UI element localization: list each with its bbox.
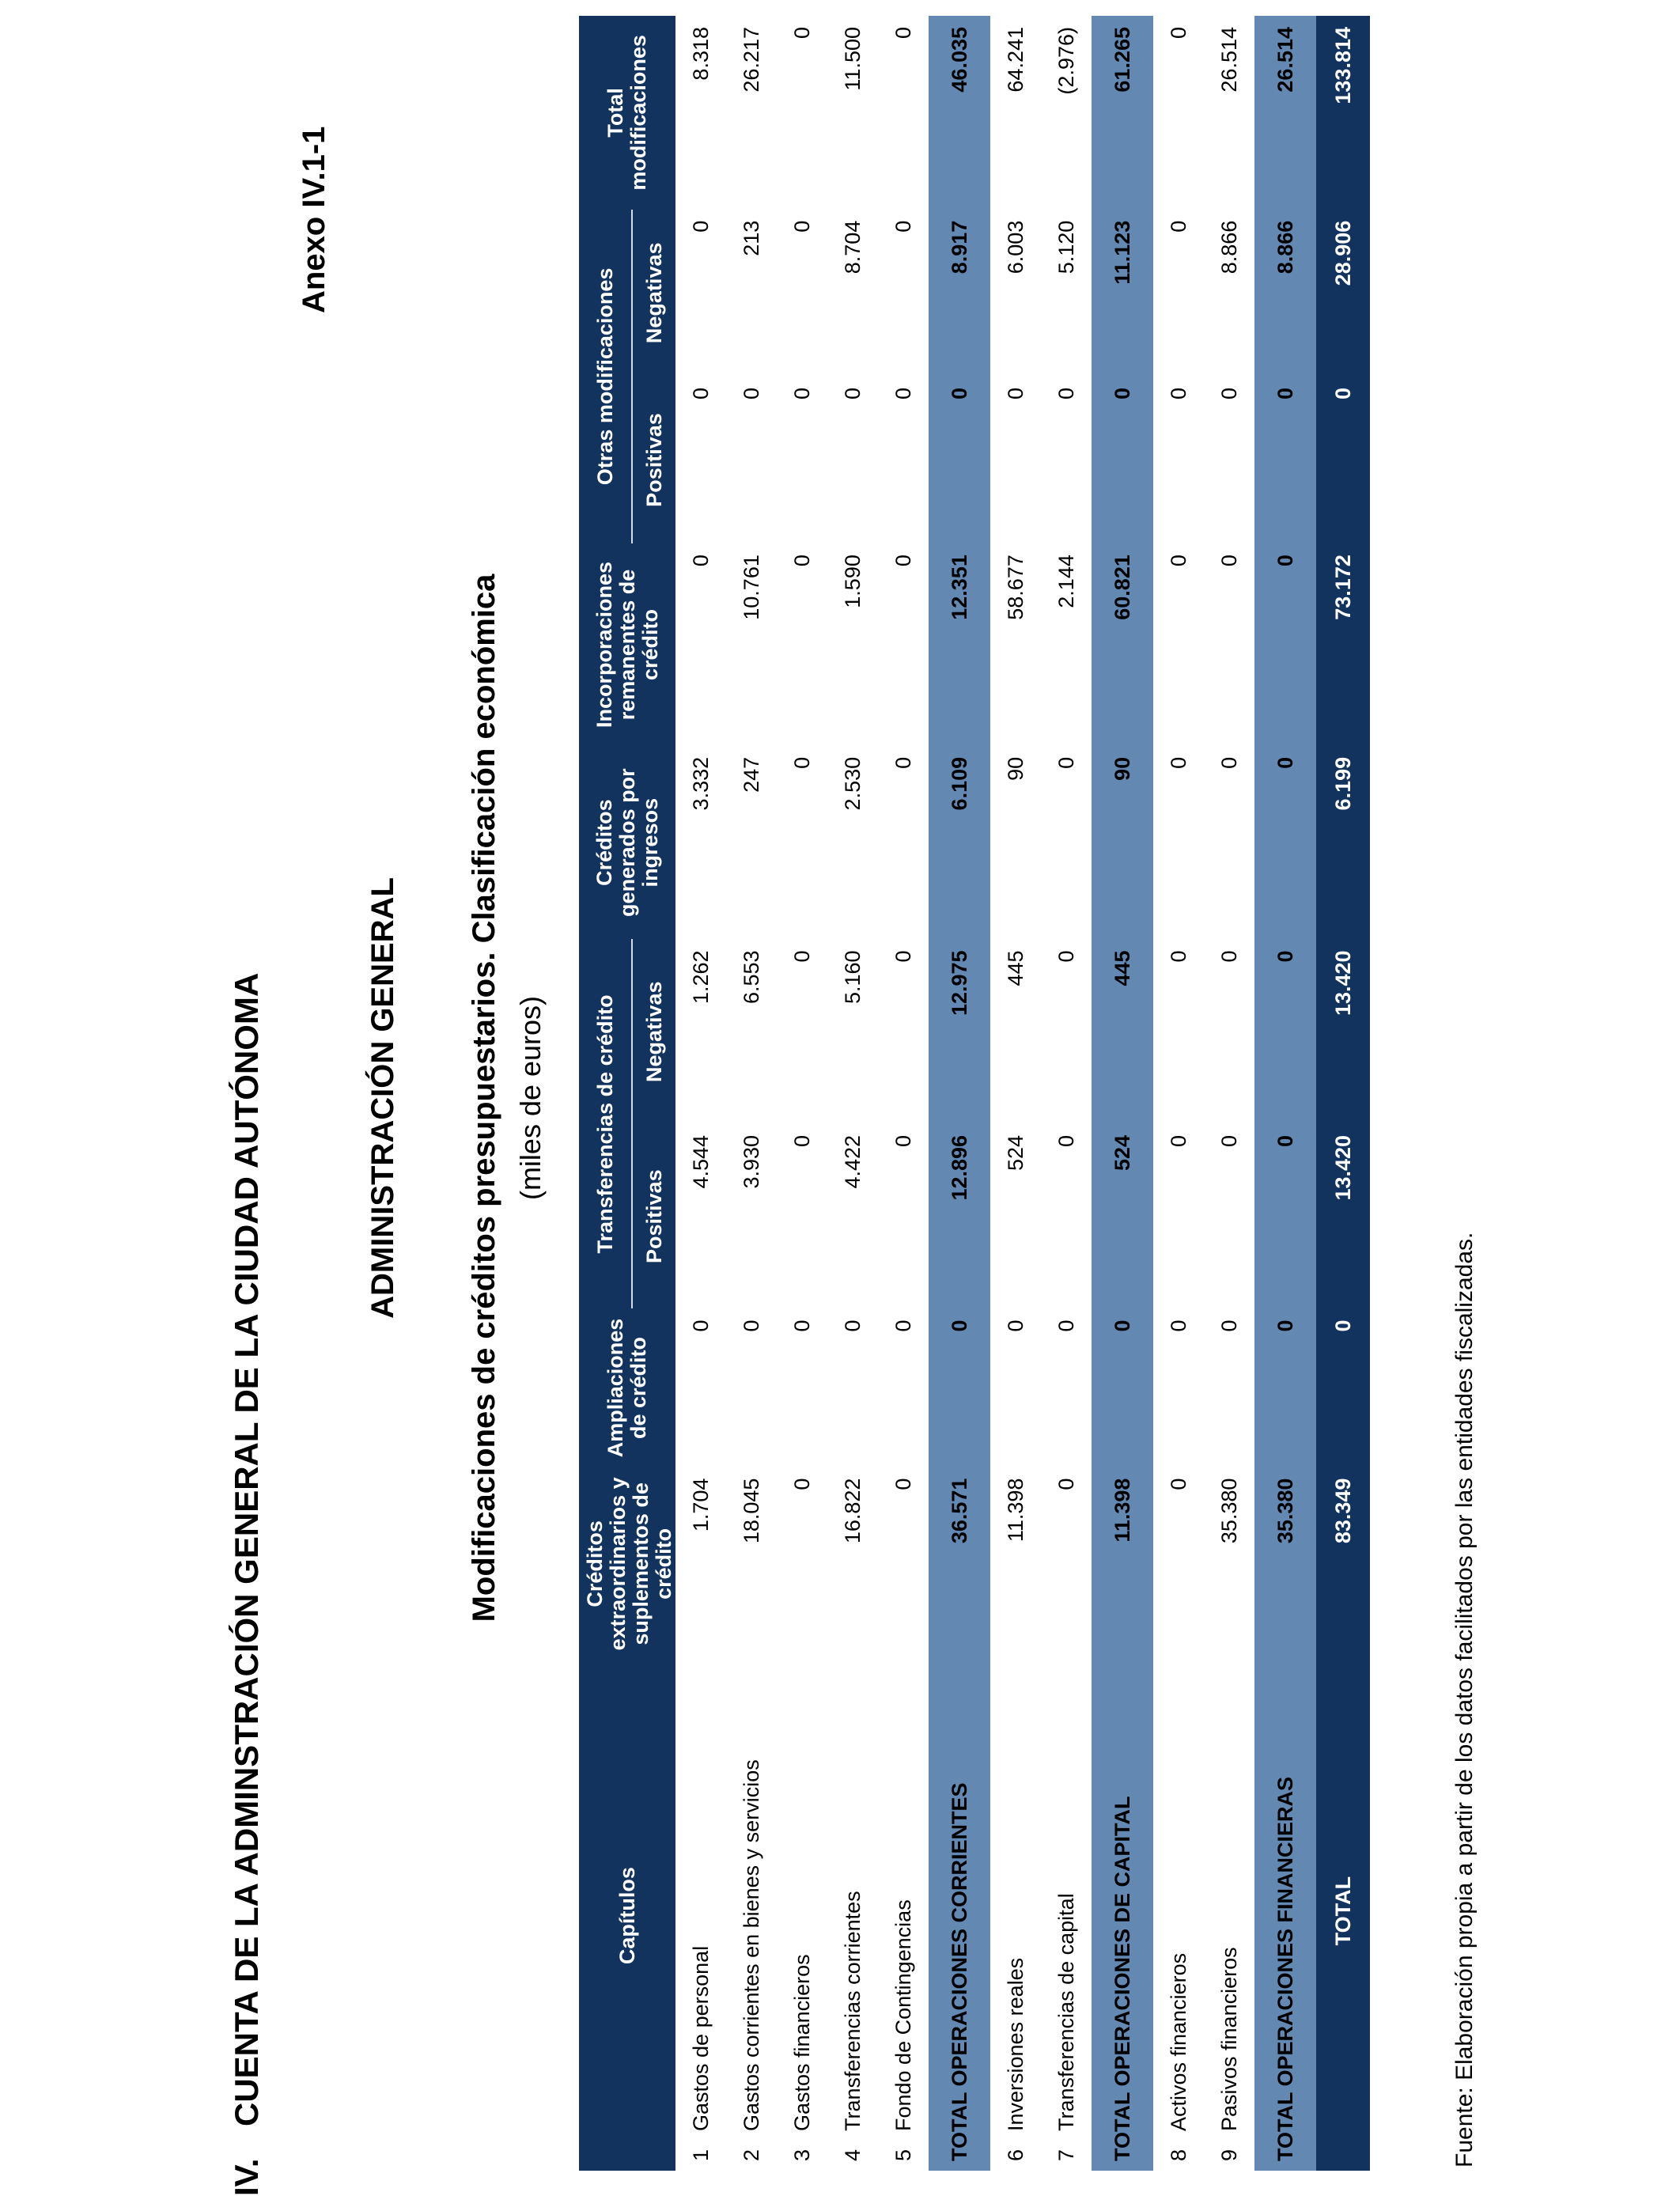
cell-value: 4.422 [840,1134,865,1189]
chapter-number: 2 [739,2149,763,2161]
chapter-label: Gastos corrientes en bienes y servicios [739,1759,763,2131]
cell-value: 8.866 [1216,220,1241,274]
chapter-label: Fondo de Contingencias [891,1899,915,2131]
chapter-label: TOTAL OPERACIONES DE CAPITAL [1110,1796,1134,2161]
cell-value: 0 [688,387,713,399]
cell-value: 0 [1166,220,1190,233]
cell-value: 0 [1054,950,1078,963]
cell-value: 90 [1003,756,1027,781]
chapter-number: 9 [1216,2149,1241,2161]
cell-value: 0 [1054,1319,1078,1332]
cell-value: 524 [1092,1124,1153,1308]
cell-value: 1.262 [688,950,713,1005]
cell-value: 0 [1254,939,1316,1124]
header-incorporaciones: Incorporaciones remanentes de crédito [579,543,675,746]
chapter-number: 5 [891,2149,915,2161]
cell-value: 0 [1254,543,1316,746]
cell-value: 0 [891,1134,915,1147]
header-capitulos: Capítulos [579,1660,675,2171]
cell-value: 1.704 [688,1478,713,1532]
row-label [1041,1660,1092,2171]
cell-value: 1.590 [840,555,865,608]
cell-value: 8.917 [929,210,990,377]
cell-value: 0 [1166,950,1190,963]
cell-value: 445 [1092,939,1153,1124]
chapter-number: 4 [840,2149,865,2161]
entity-title: ADMINISTRACIÓN GENERAL [365,877,400,1319]
chapter-label: Gastos de personal [688,1945,713,2131]
cell-value: 8.866 [1254,210,1316,377]
cell-value: 0 [1166,756,1190,769]
cell-value: 0 [891,950,915,963]
cell-value: 0 [891,1478,915,1490]
row-label [878,1660,929,2171]
chapter-label: Transferencias de capital [1054,1893,1078,2131]
cell-value: 8.704 [840,220,865,274]
cell-value: 0 [1216,950,1241,963]
cell-value: 6.553 [739,950,763,1005]
units-label: (miles de euros) [514,995,547,1201]
cell-value: 0 [891,555,915,567]
cell-value: 11.500 [840,27,865,91]
cell-value: 64.241 [1003,27,1027,93]
cell-value: 5.120 [1054,220,1078,274]
cell-value: 0 [688,220,713,233]
table-row [1153,16,1204,2171]
cell-value: 0 [1254,1308,1316,1467]
row-label [1254,1660,1316,2171]
section-number: IV. [228,2158,265,2196]
table-row [1204,16,1254,2171]
cell-value: 3.930 [739,1134,763,1189]
chapter-label: TOTAL [1330,1876,1355,1946]
cell-value: 5.160 [840,950,865,1005]
table-row [1041,16,1092,2171]
cell-value: 0 [1092,377,1153,543]
table-row [990,16,1041,2171]
cell-value: 0 [789,1134,814,1147]
cell-value: 12.351 [929,543,990,746]
cell-value: 35.380 [1254,1467,1316,1661]
cell-value: 2.530 [840,756,865,811]
cell-value: 0 [1316,1308,1370,1467]
cell-value: 0 [789,555,814,567]
cell-value: 0 [1316,377,1370,543]
cell-value: 0 [891,756,915,769]
modifications-table [579,16,1370,2171]
cell-value: 0 [1254,746,1316,940]
section-heading [228,973,266,2196]
cell-value: 213 [739,220,763,256]
cell-value: 0 [789,220,814,233]
cell-value: 0 [1216,1319,1241,1332]
row-label [1153,1660,1204,2171]
cell-value: 26.217 [739,27,763,93]
cell-value: 0 [891,220,915,233]
header-ampliaciones: Ampliaciones de crédito [579,1308,675,1467]
row-label [1204,1660,1254,2171]
cell-value: 0 [1216,387,1241,399]
cell-value: 0 [1054,387,1078,399]
cell-value: 0 [789,27,814,40]
cell-value: 11.123 [1092,210,1153,377]
row-label [929,1660,990,2171]
cell-value: 0 [1054,756,1078,769]
cell-value: 0 [739,1319,763,1332]
row-label [990,1660,1041,2171]
cell-value: 26.514 [1216,27,1241,93]
cell-value: 0 [891,387,915,399]
cell-value: 445 [1003,950,1027,986]
cell-value: 0 [789,756,814,769]
cell-value: 12.975 [929,939,990,1124]
cell-value: 6.199 [1316,746,1370,940]
chapter-label: Pasivos financieros [1216,1947,1241,2131]
chapter-label: Transferencias corrientes [840,1891,865,2131]
header-transferencias-negativas: Negativas [632,939,675,1124]
cell-value: 0 [840,1319,865,1332]
row-label [777,1660,827,2171]
cell-value: 4.544 [688,1134,713,1189]
cell-value: 90 [1092,746,1153,940]
chapter-label: Gastos financieros [789,1954,814,2131]
cell-value: 16.822 [840,1478,865,1544]
cell-value: 58.677 [1003,555,1027,620]
annex-label: Anexo IV.1-1 [297,126,331,313]
cell-value: 28.906 [1316,210,1370,377]
cell-value: 0 [1092,1308,1153,1467]
table-row [827,16,878,2171]
chapter-label: TOTAL OPERACIONES CORRIENTES [947,1782,971,2161]
header-otras-negativas: Negativas [632,210,675,377]
cell-value: 83.349 [1316,1467,1370,1661]
header-creditos-generados: Créditos generados por ingresos [579,746,675,940]
cell-value: (2.976) [1054,27,1078,95]
cell-value: 61.265 [1092,16,1153,210]
cell-value: 0 [840,387,865,399]
cell-value: 133.814 [1316,16,1370,210]
row-label [827,1660,878,2171]
cell-value: 0 [789,950,814,963]
header-transferencias-positivas: Positivas [632,1124,675,1308]
table-row [726,16,777,2171]
cell-value: 0 [1166,555,1190,567]
cell-value: 26.514 [1254,16,1316,210]
chapter-number: 7 [1054,2149,1078,2161]
table-row [675,16,726,2171]
cell-value: 6.109 [929,746,990,940]
source-note: Fuente: Elaboración propia a partir de los datos facilitados por las entidades fiscalizadas. [1451,1232,1478,2168]
row-label [1316,1660,1370,2171]
cell-value: 0 [789,387,814,399]
cell-value: 11.398 [1003,1478,1027,1543]
cell-value: 0 [929,377,990,543]
cell-value: 0 [1216,756,1241,769]
cell-value: 0 [688,555,713,567]
table-row [878,16,929,2171]
cell-value: 11.398 [1092,1467,1153,1661]
cell-value: 46.035 [929,16,990,210]
subtotal-row [1254,16,1316,2171]
cell-value: 0 [1166,1319,1190,1332]
header-otras-positivas: Positivas [632,377,675,543]
cell-value: 0 [1166,387,1190,399]
cell-value: 0 [1166,1478,1190,1490]
table-row [777,16,827,2171]
cell-value: 0 [1054,1134,1078,1147]
cell-value: 6.003 [1003,220,1027,274]
chapter-label: Activos financieros [1166,1952,1190,2131]
cell-value: 13.420 [1316,1124,1370,1308]
row-label [726,1660,777,2171]
cell-value: 0 [1254,377,1316,543]
cell-value: 0 [1003,1319,1027,1332]
cell-value: 36.571 [929,1467,990,1661]
table-body [675,16,1370,2171]
cell-value: 0 [929,1308,990,1467]
row-label [675,1660,726,2171]
cell-value: 0 [789,1319,814,1332]
chapter-number: 1 [688,2149,713,2161]
cell-value: 18.045 [739,1478,763,1544]
cell-value: 0 [1254,1124,1316,1308]
table-title: Modificaciones de créditos presupuestarios. Clasificación económica [467,574,501,1622]
cell-value: 3.332 [688,756,713,811]
grand-total-row [1316,16,1370,2171]
subtotal-row [1092,16,1153,2171]
row-label [1092,1660,1153,2171]
chapter-label: TOTAL OPERACIONES FINANCIERAS [1273,1776,1297,2161]
cell-value: 13.420 [1316,939,1370,1124]
cell-value: 0 [688,1319,713,1332]
header-creditos-extraordinarios: Créditos extraordinarios y suplementos de crédito [579,1467,675,1661]
chapter-number: 6 [1003,2149,1027,2161]
cell-value: 0 [1216,1134,1241,1147]
cell-value: 35.380 [1216,1478,1241,1544]
cell-value: 73.172 [1316,543,1370,746]
chapter-number: 8 [1166,2149,1190,2161]
chapter-number: 3 [789,2149,814,2161]
cell-value: 0 [891,1319,915,1332]
cell-value: 0 [1003,387,1027,399]
cell-value: 0 [1166,1134,1190,1147]
header-otras-modificaciones: Otras modificaciones [579,210,632,543]
cell-value: 247 [739,756,763,793]
section-title: CUENTA DE LA ADMINSTRACIÓN GENERAL DE LA CIUDAD AUTÓNOMA [228,972,265,2126]
cell-value: 10.761 [739,555,763,620]
cell-value: 60.821 [1092,543,1153,746]
cell-value: 12.896 [929,1124,990,1308]
chapter-label: Inversiones reales [1003,1957,1027,2131]
cell-value: 0 [789,1478,814,1490]
cell-value: 0 [1054,1478,1078,1490]
cell-value: 0 [739,387,763,399]
header-total-modificaciones: Total modificaciones [579,16,675,210]
cell-value: 0 [1166,27,1190,40]
cell-value: 0 [891,27,915,40]
cell-value: 8.318 [688,27,713,81]
subtotal-row [929,16,990,2171]
cell-value: 524 [1003,1134,1027,1172]
cell-value: 0 [1216,555,1241,567]
cell-value: 2.144 [1054,555,1078,608]
header-transferencias: Transferencias de crédito [579,939,632,1308]
